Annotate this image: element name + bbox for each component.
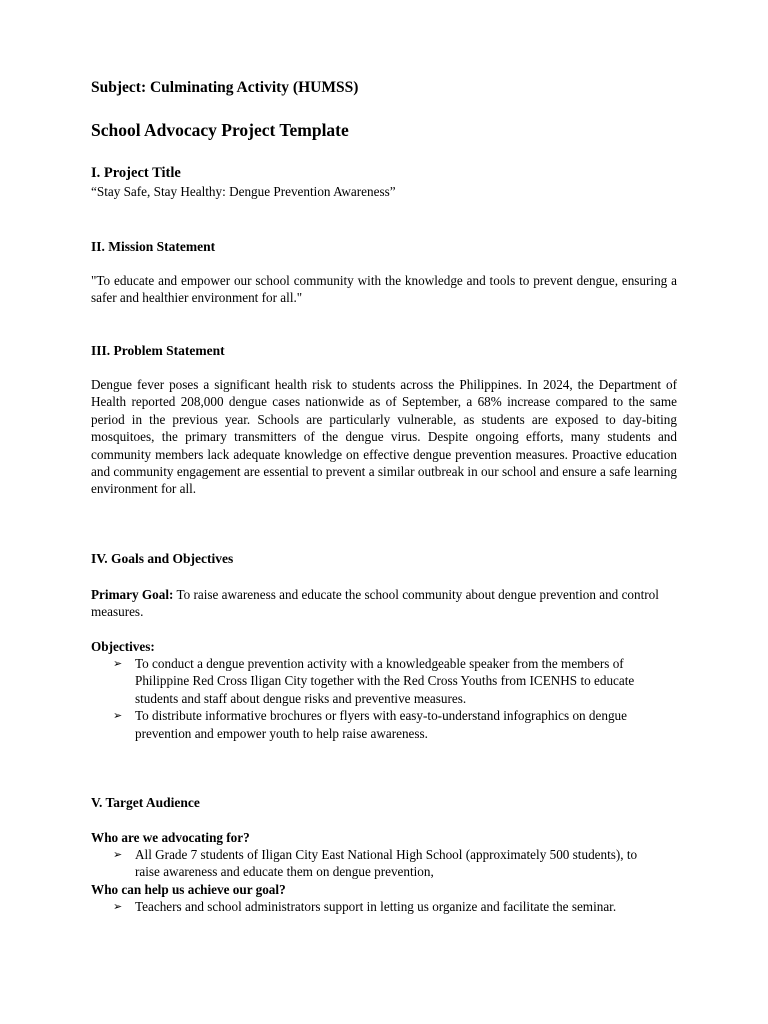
primary-goal-paragraph	[91, 586, 677, 621]
primary-goal-text: To raise awareness and educate the school community about dengue prevention and control measures.	[91, 587, 659, 620]
mission-heading: II. Mission Statement	[91, 239, 216, 254]
document-title: School Advocacy Project Template	[91, 120, 349, 140]
audience-list-1	[91, 846, 677, 881]
objectives-list	[91, 655, 677, 742]
primary-goal-label: Primary Goal:	[91, 587, 174, 602]
audience-heading: V. Target Audience	[91, 795, 200, 810]
audience-question-1: Who are we advocating for?	[91, 830, 250, 845]
mission-text: "To educate and empower our school community with the knowledge and tools to prevent dengue, ensuring a safer and healthier environment for all."	[91, 273, 677, 306]
audience-list-2	[91, 898, 677, 915]
objective-text: To distribute informative brochures or flyers with easy-to-understand infographics on dengue prevention and empower youth to help raise awareness.	[135, 708, 628, 741]
list-item	[91, 707, 677, 742]
problem-text: Dengue fever poses a significant health risk to students across the Philippines. In 2024, the Department of Health reported 208,000 dengue cases nationwide as of September, a 68% increase compared to the same period in the previous year. Schools are particularly vulnerable, as students are exposed to day-biting mosquitoes, the primary transmitters of the dengue virus. Despite ongoing efforts, many students and community members lack adequate knowledge on effective dengue prevention measures. Proactive education and community engagement are essential to prevent a similar outbreak in our school and ensure a safe learning environment for all.	[91, 377, 677, 497]
list-item	[91, 846, 677, 881]
objective-text: To conduct a dengue prevention activity with a knowledgeable speaker from the members of Philippine Red Cross Iligan City together with the Red Cross Youths from ICENHS to educate students and staff about dengue risks and preventive measures.	[135, 656, 635, 706]
project-title-heading: I. Project Title	[91, 165, 181, 181]
list-item	[91, 898, 677, 915]
arrow-bullet-icon: ➢	[113, 709, 123, 723]
arrow-bullet-icon: ➢	[113, 657, 123, 670]
objectives-label: Objectives:	[91, 639, 155, 654]
audience-answer-2: Teachers and school administrators support in letting us organize and facilitate the seminar.	[135, 899, 617, 914]
arrow-bullet-icon: ➢	[113, 848, 123, 861]
problem-heading: III. Problem Statement	[91, 343, 225, 358]
audience-answer-1: All Grade 7 students of Iligan City East National High School (approximately 500 students), to raise awareness and educate them on dengue prevention,	[135, 847, 638, 880]
list-item	[91, 655, 677, 707]
subject-line: Subject: Culminating Activity (HUMSS)	[91, 79, 359, 96]
arrow-bullet-icon: ➢	[113, 900, 123, 913]
audience-question-2: Who can help us achieve our goal?	[91, 882, 286, 897]
project-title-text: “Stay Safe, Stay Healthy: Dengue Prevention Awareness”	[91, 184, 396, 199]
goals-heading: IV. Goals and Objectives	[91, 551, 234, 566]
